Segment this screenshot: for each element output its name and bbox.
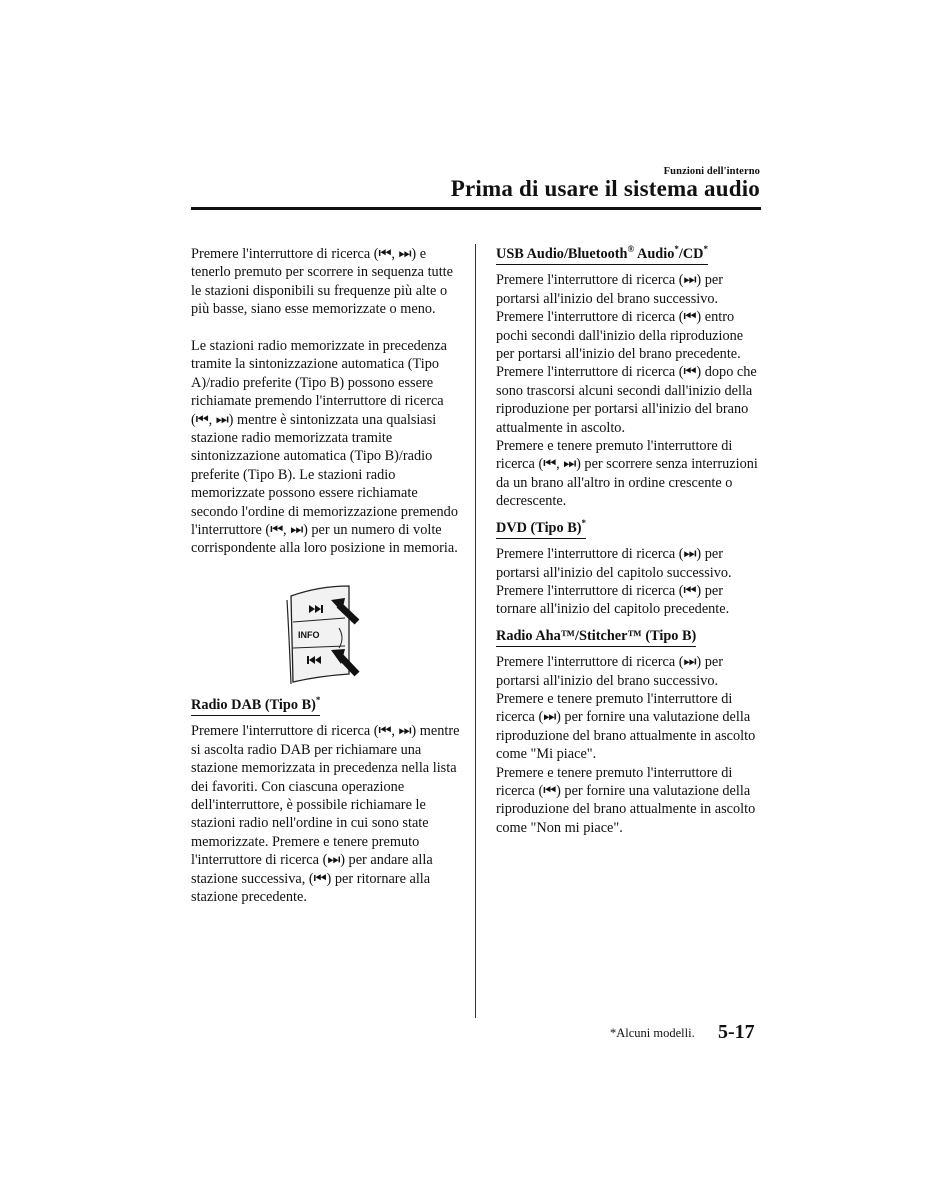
switch-illustration [191,584,461,686]
paragraph-preset-stations: Le stazioni radio memorizzate in precedenza tramite la sintonizzazione automatica (Tipo A)/radio preferite (Tipo B) possono essere richiamate premendo l'interruttore di ricerca (⏮, ⏭) mentre è sintonizzata una qualsiasi stazione radio memorizzata tramite sintonizzazione automatica (Tipo B)/radio preferite (Tipo B). Le stazioni radio memorizzate possono essere richiamate secondo l'ordine di memorizzazione premendo l'interruttore (⏮, ⏭) per un numero di volte corrispondente alla loro posizione in memoria. [191,338,458,557]
info-label: INFO [298,629,320,640]
dvd-heading: DVD (Tipo B)* [496,519,586,539]
dab-heading: Radio DAB (Tipo B)* [191,696,320,716]
aha-heading: Radio Aha™/Stitcher™ (Tipo B) [496,627,696,647]
column-divider [475,244,476,1018]
right-column [496,245,761,837]
usb-paragraph-prev: Premere l'interruttore di ricerca (⏮) entro pochi secondi dall'inizio della riproduzione per portarsi all'inizio del brano precedente. [496,309,744,363]
dvd-paragraph-next: Premere l'interruttore di ricerca (⏭) per portarsi all'inizio del capitolo successivo. [496,546,732,581]
aha-paragraph-dislike: Premere e tenere premuto l'interruttore di ricerca (⏮) per fornire una valutazione della riproduzione del brano attualmente in ascolto come "Non mi piace". [496,764,756,836]
usb-paragraph-scroll: Premere e tenere premuto l'interruttore di ricerca (⏮, ⏭) per scorrere senza interruzioni da un brano all'altro in ordine crescente o decrescente. [496,438,758,510]
dvd-section [496,519,761,619]
usb-section [496,245,761,511]
aha-paragraph-next: Premere l'interruttore di ricerca (⏭) per portarsi all'inizio del brano successivo. [496,654,723,689]
aha-paragraph-like: Premere e tenere premuto l'interruttore di ricerca (⏭) per fornire una valutazione della riproduzione del brano attualmente in ascolto come "Mi piace". [496,690,756,763]
dab-body: Premere l'interruttore di ricerca (⏮, ⏭) mentre si ascolta radio DAB per richiamare una stazione memorizzata in precedenza nella lista dei favoriti. Con ciascuna operazione dell'interruttore, è possibile richiamare le stazioni radio nell'ordine in cui sono state memorizzate. Premere e tenere premuto l'interruttore di ricerca (⏭) per andare alla stazione successiva, (⏮) per ritornare alla stazione precedente. [191,723,460,905]
usb-paragraph-next: Premere l'interruttore di ricerca (⏭) per portarsi all'inizio del brano successivo. [496,272,723,307]
page-number: 5-17 [718,1021,755,1043]
dvd-paragraph-prev: Premere l'interruttore di ricerca (⏮) per tornare all'inizio del capitolo precedente. [496,582,730,618]
usb-paragraph-restart: Premere l'interruttore di ricerca (⏮) dopo che sono trascorsi alcuni secondi dall'inizio della riproduzione per portarsi all'inizio del brano attualmente in ascolto. [496,364,757,436]
header-section-label: Funzioni dell'interno [663,166,760,177]
paragraph-seek-hold: Premere l'interruttore di ricerca (⏮, ⏭) e tenerlo premuto per scorrere in sequenza tutte le stazioni disponibili su frequenze più alte o più basse, siano esse memorizzate o meno. [191,246,453,318]
left-column [191,245,461,906]
footnote: *Alcuni modelli. [610,1026,695,1040]
dab-section [191,696,461,906]
page-title: Prima di usare il sistema audio [450,176,760,201]
aha-section [496,627,761,837]
steering-switch-figure [279,584,369,686]
usb-heading: USB Audio/Bluetooth® Audio*/CD* [496,245,708,265]
header-rule [191,207,761,210]
